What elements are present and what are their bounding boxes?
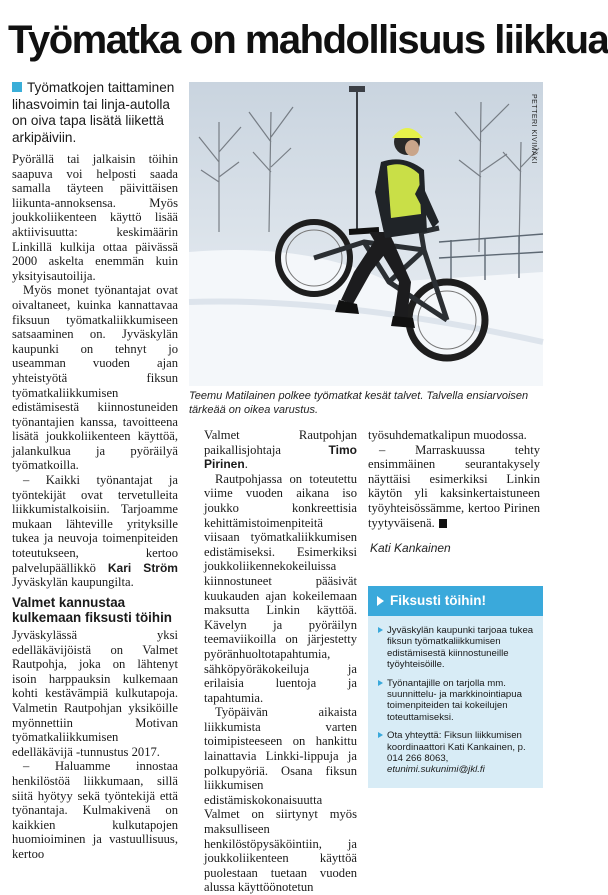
paragraph: – Haluamme innostaa henkilöstöä liikkumaan, sillä siitä hyötyy sekä työntekijä että työnantaja. Kulmakivenä on kaikkien kulkutapojen huomioiminen ja vastuullisuus, kertoo	[12, 759, 178, 861]
paragraph-text: .	[244, 457, 248, 472]
list-item	[378, 625, 535, 671]
paragraph: Pyörällä tai jalkaisin töihin saapuva voi helposti saada samalla täyteen päivittäisen liikunta-annoksensa. Myös joukkoliikenteen käyttö lisää aktiivisuutta: keskimäärin Linkillä kulkija ottaa päivässä 2000 askelta enemmän kuin yksityisautoilija.	[12, 152, 178, 283]
cyclist-photo	[189, 82, 543, 386]
arrow-bullet-icon	[378, 627, 383, 633]
paragraph-text: – Marraskuussa tehty ensimmäinen seurantakysely näyttäisi esimerkiksi Linkin käytön yli kaksinkertaistuneen työyhteisössämme, kertoo Pirinen tyytyväisenä.	[368, 442, 540, 530]
lead-text: Työmatkojen taittaminen lihasvoimin tai linja-autolla on oiva tapa lisätä liikettä arkipäiviin.	[12, 80, 175, 145]
info-box-header	[368, 586, 543, 616]
article-column-2	[204, 428, 357, 895]
paragraph: Myös monet työnantajat ovat oivaltaneet, kuinka kannattavaa fiksuun työmatkaliikkumiseen satsaaminen on. Jyväskylän kaupunki on tehnyt jo useamman vuoden ajan yhteistyötä fiksun työmatkaliikkumisen edistämisestä kiinnostuneiden työnantajien kanssa, tavoitteena lisätä joukkoliikenteen käyttöä, jalankulkua ja pyöräilyä työmatkoilla.	[12, 283, 178, 473]
info-box	[368, 586, 543, 788]
paragraph: Rautpohjassa on toteutettu viime vuoden aikana iso joukko konkreettisia kehittämistoimenpiteitä viisaan työmatkaliikkumisen edistämiseksi. Esimerkiksi joukkoliikennekokeiluissa kiinnostuneet pääsivät kuukauden ajan kokeilemaan maksutta Linkin käyttöä. Kävelyn ja pyöräilyn teemaviikoilla on järjestetty pyöränhuoltotapahtumia, sähköpyöräkokeiluja ja erilaisia luentoja ja tapahtumia.	[204, 471, 357, 705]
lead-paragraph	[12, 80, 178, 146]
paragraph	[204, 428, 357, 472]
email-address: etunimi.sukunimi@jkl.fi	[387, 764, 485, 776]
paragraph	[368, 443, 540, 531]
info-box-list	[368, 616, 543, 776]
author-byline: Kati Kankainen	[370, 541, 451, 555]
headline: Työmatka on mahdollisuus liikkua	[8, 18, 608, 62]
person-name: Kari Ström	[107, 560, 178, 575]
end-mark	[439, 519, 447, 528]
person-name: Timo Pirinen	[204, 442, 357, 472]
list-item	[378, 678, 535, 724]
paragraph: Työpäivän aikaista liikkumista varten toimipisteeseen on hankittu lainattavia Linkki-lippuja ja polkupyöriä. Osana fiksun liikkumisen edistämiskokonaisuutta Valmet on siirtynyt myös maksulliseen henkilöstöpysäköintiin, ja joukkoliikenteen käyttöä puolestaan tuetaan vuoden alussa käyttöönotetun	[204, 705, 357, 895]
article-column-3	[368, 428, 540, 530]
quote-text: Jyväskylän kaupungilta.	[12, 575, 134, 590]
article-column-1	[12, 152, 178, 862]
play-arrow-icon	[377, 596, 384, 606]
info-box-title: Fiksusti töihin!	[390, 593, 486, 608]
list-item-contact	[378, 730, 535, 776]
paragraph: Jyväskylässä yksi edelläkävijöistä on Valmet Rautpohja, joka on lähtenyt isoin harppauksin kulkemaan kohti kestävämpiä kulkutapoja. Valmetin Rautpohjan yksiköille myönnettiin Motivan työmatkaliikkumisen edelläkävijä -tunnustus 2017.	[12, 628, 178, 759]
arrow-bullet-icon	[378, 732, 383, 738]
lead-square-marker	[12, 82, 22, 92]
photo-caption: Teemu Matilainen polkee työmatkat kesät talvet. Talvella ensiarvoisen tärkeää on oikea varustus.	[189, 390, 529, 416]
quote-text: – Kaikki työnantajat ja työntekijät ovat tervetulleita liikkumistalkoisiin. Tarjoamme mukaan lähteville yrityksille tukea ja neuvoja toimenpiteiden toteutukseen, kertoo palvelupäällikkö	[12, 473, 178, 575]
paragraph: työsuhdematkalipun muodossa.	[368, 428, 527, 442]
paragraph-text: Valmet Rautpohjan paikallisjohtaja	[204, 428, 357, 457]
subheading: Valmet kannustaa kulkemaan fiksusti töihin	[12, 594, 172, 626]
list-item-text: Työnantajille on tarjolla mm. suunnittelu- ja markkinointiapua toimenpiteiden tai kokeilujen toteuttamiseksi.	[387, 677, 522, 723]
paragraph	[12, 473, 178, 590]
cyclist-illustration	[189, 82, 543, 386]
photo-credit: PETTERI KIVIMÄKI	[530, 94, 537, 164]
list-item-text: Jyväskylän kaupunki tarjoaa tukea fiksun työmatkaliikkumisen edistämisestä kiinnostuneille työyhteisöille.	[387, 625, 534, 671]
arrow-bullet-icon	[378, 680, 383, 686]
contact-text: Ota yhteyttä: Fiksun liikkumisen koordinaattori Kati Kankainen, p. 014 266 8063,	[387, 730, 526, 765]
